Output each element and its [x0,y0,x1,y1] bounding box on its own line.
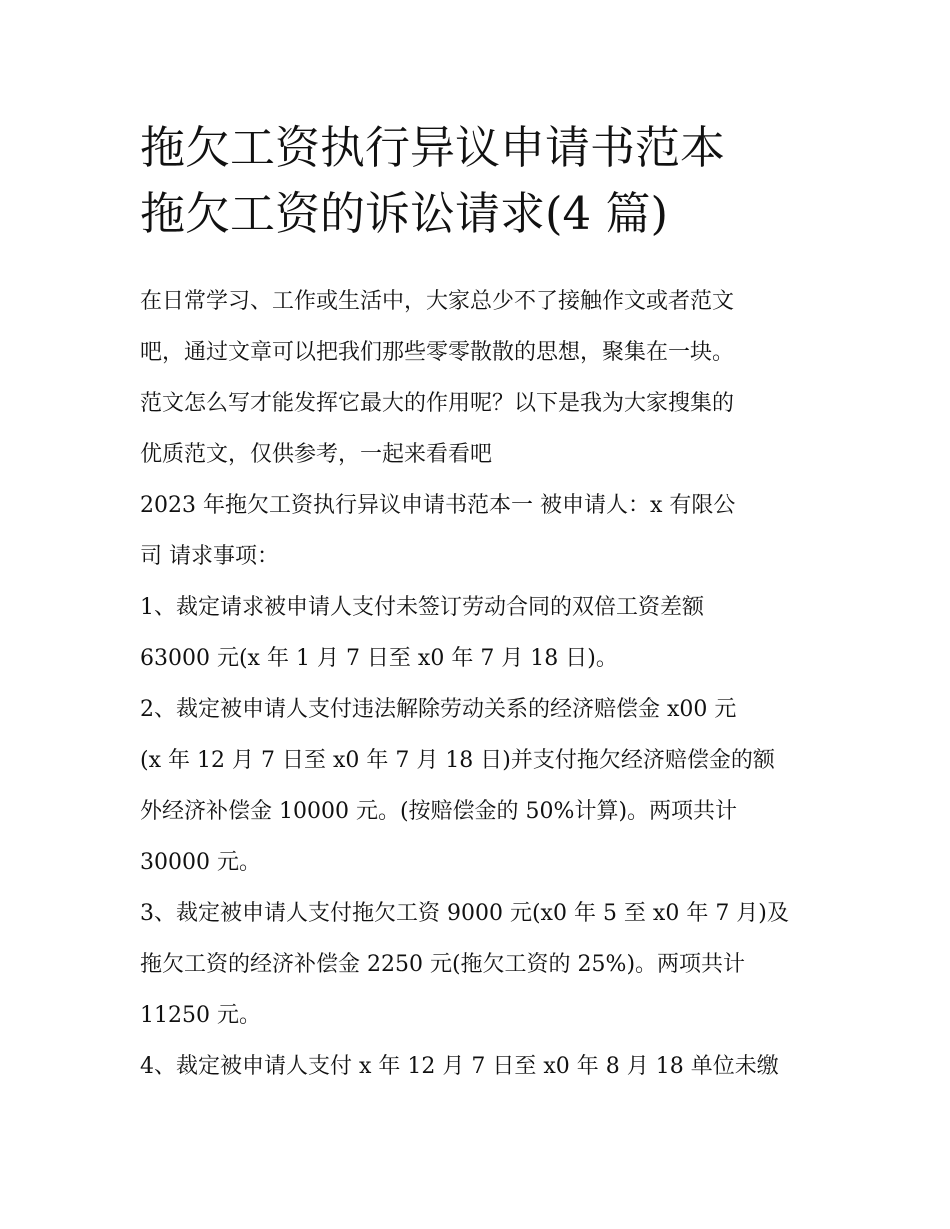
intro-line: 在日常学习、工作或生活中，大家总少不了接触作文或者范文 [140,289,735,314]
intro-line: 优质范文，仅供参考，一起来看看吧 [140,442,493,467]
title-line-2: 拖欠工资的诉讼请求(4 篇) [140,187,669,240]
intro-line: 吧，通过文章可以把我们那些零零散散的思想，聚集在一块。 [140,340,735,365]
intro-line: 范文怎么写才能发挥它最大的作用呢？以下是我为大家搜集的 [140,391,735,416]
section-heading-line: 2023 年拖欠工资执行异议申请书范本一 被申请人：x 有限公 [140,493,736,518]
request-item-3-line: 3、裁定被申请人支付拖欠工资 9000 元(x0 年 5 至 x0 年 7 月)及 [140,901,789,926]
request-item-2-line: 2、裁定被申请人支付违法解除劳动关系的经济赔偿金 x00 元 [140,697,737,722]
request-item-1-line: 1、裁定请求被申请人支付未签订劳动合同的双倍工资差额 [140,595,704,620]
section-heading-line: 司 请求事项： [140,544,279,569]
document-body [140,276,840,1092]
request-item-3-line: 拖欠工资的经济补偿金 2250 元(拖欠工资的 25%)。两项共计 [140,952,746,977]
request-item-1-line: 63000 元(x 年 1 月 7 日至 x0 年 7 月 18 日)。 [140,646,618,671]
title-line-1: 拖欠工资执行异议申请书范本 [140,121,726,174]
document-title [140,115,840,247]
request-item-2-line: 30000 元。 [140,850,261,875]
request-item-4-line: 4、裁定被申请人支付 x 年 12 月 7 日至 x0 年 8 月 18 单位未缴 [140,1054,779,1079]
request-item-2-line: 外经济补偿金 10000 元。(按赔偿金的 50%计算)。两项共计 [140,799,738,824]
request-item-3-line: 11250 元。 [140,1003,261,1028]
request-item-2-line: (x 年 12 月 7 日至 x0 年 7 月 18 日)并支付拖欠经济赔偿金的额 [140,748,775,773]
